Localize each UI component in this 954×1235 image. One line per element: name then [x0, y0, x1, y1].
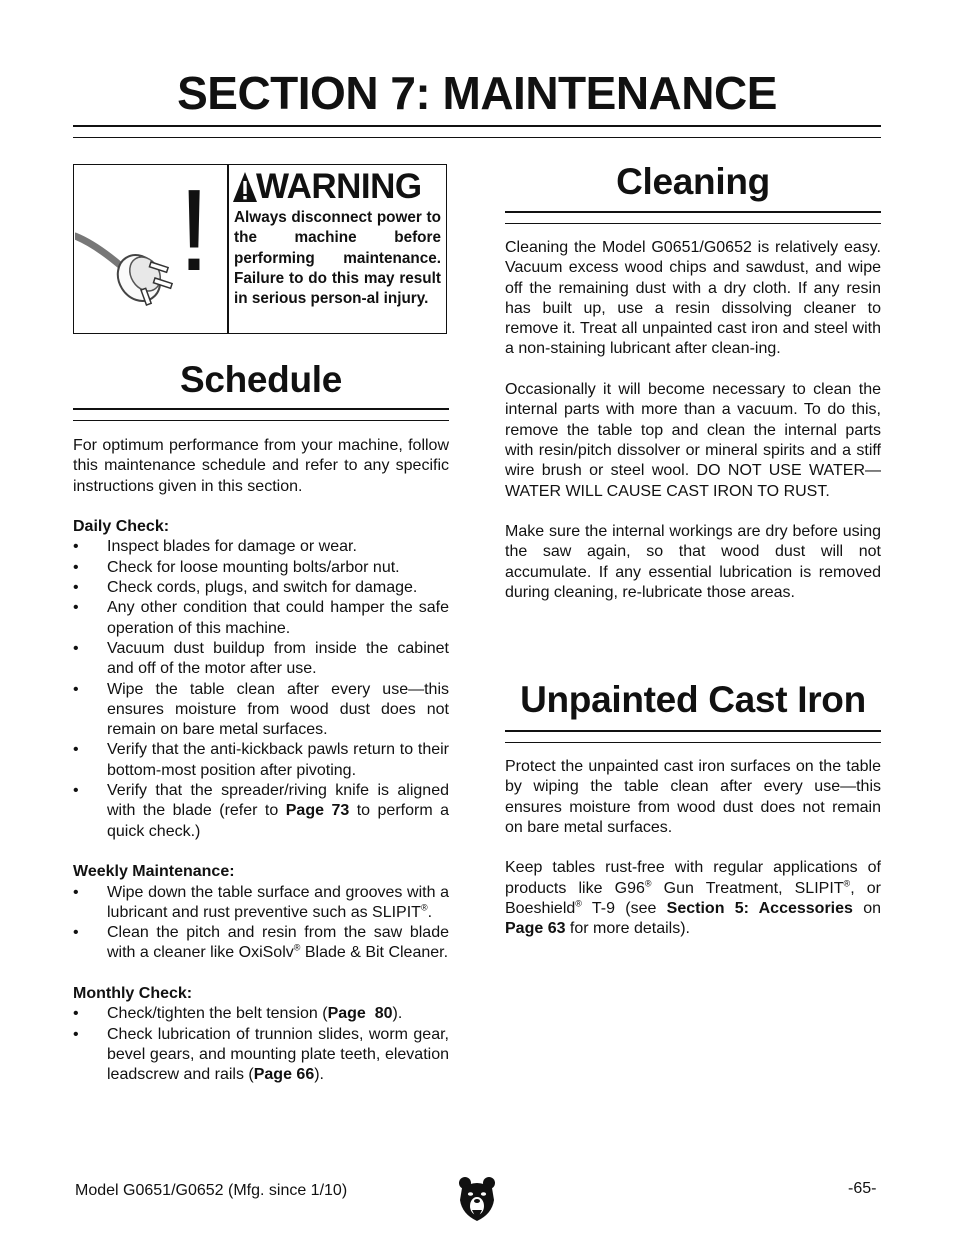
item-text: Wipe down the table surface and grooves with a lubricant and rust preventive such as SLIPIT: [107, 883, 449, 921]
warning-exclamation: !: [178, 165, 211, 295]
daily-check-label: Daily Check:: [73, 518, 170, 536]
weekly-maintenance-label: Weekly Maintenance:: [73, 863, 235, 881]
warning-header: [232, 166, 444, 208]
cleaning-rule-bottom: [505, 223, 881, 224]
cleaning-rule-top: [505, 211, 881, 213]
page-ref: Page 63: [505, 920, 566, 938]
title-rule-top: [73, 125, 881, 127]
warning-box-divider: [227, 165, 229, 333]
item-text: to perform a quick check.): [107, 802, 450, 840]
footer-page-number: -65-: [848, 1180, 877, 1197]
item-text: .: [427, 903, 433, 921]
list-item: • Vacuum dust buildup from inside the cabinet and off of the motor after use.: [73, 639, 449, 680]
cleaning-heading: Cleaning: [616, 161, 770, 202]
paragraph-text: T-9 (see: [581, 900, 667, 918]
schedule-rule-top: [73, 408, 449, 410]
item-text: ).: [392, 1005, 403, 1023]
cleaning-paragraph-2: Occasionally it will become necessary to clean the internal parts with more than a vacuum. To do this, remove the table top and clean the internal parts with resin/pitch dissolver or mineral spirits and a stiff wire brush or steel wool. DO NOT USE WATER—WATER WILL CAUSE CAST IRON TO RUST.: [505, 381, 881, 500]
warning-label: WARNING: [256, 167, 422, 206]
section-ref: Section 5: Accessories: [666, 900, 853, 918]
warning-triangle-icon: [232, 170, 258, 204]
cast-iron-body: [505, 757, 881, 960]
page-ref: Page 73: [285, 802, 350, 820]
list-item: [73, 923, 449, 964]
page-ref: Page 66: [253, 1066, 315, 1084]
registered-mark: ®: [843, 878, 851, 889]
paragraph-text: , or Boeshield: [505, 879, 881, 918]
registered-mark: ®: [293, 943, 301, 954]
paragraph-text: Keep tables rust-free with regular applications of products like G96: [505, 859, 881, 897]
cast-iron-paragraph-2: [505, 858, 881, 939]
monthly-check-list: [73, 1004, 449, 1085]
cast-iron-paragraph-1: Protect the unpainted cast iron surfaces on the table by wiping the table clean after every use—this ensures moisture from wood dust does not remain on bare metal surfaces.: [505, 758, 881, 836]
schedule-body: [73, 436, 449, 1106]
cast-iron-heading: Unpainted Cast Iron: [520, 679, 866, 720]
schedule-intro: For optimum performance from your machine, follow this maintenance schedule and refer to any specific instructions given in this section.: [73, 437, 449, 495]
item-text: Check lubrication of trunnion slides, worm gear, bevel gears, and mounting plate teeth, elevation leadscrew and rails (: [107, 1025, 449, 1084]
plug-icon: [75, 222, 175, 318]
cleaning-paragraph-1: Cleaning the Model G0651/G0652 is relatively easy. Vacuum excess wood chips and sawdust, and wipe off the remaining dust with a dry cloth. If any resin has built up, use a resin dissolving cleaner to remove it. Treat all unpainted cast iron and steel with a non-staining lubricant after clean-ing.: [505, 239, 881, 358]
paragraph-text: for more details).: [565, 920, 690, 938]
list-item: • Check cords, plugs, and switch for damage.: [73, 578, 449, 598]
registered-mark: ®: [575, 898, 582, 909]
item-text: ).: [314, 1066, 324, 1084]
list-item: • Inspect blades for damage or wear.: [73, 537, 449, 557]
list-item: • Verify that the anti-kickback pawls return to their bottom-most position after pivoting.: [73, 740, 449, 781]
footer-model: Model G0651/G0652 (Mfg. since 1/10): [75, 1182, 348, 1199]
section-title: SECTION 7: MAINTENANCE: [177, 67, 777, 119]
title-rule-bottom: [73, 137, 881, 138]
cleaning-paragraph-3: Make sure the internal workings are dry before using the saw again, so that wood dust will not accumulate. If any essential lubrication is removed during cleaning, re-lubricate those areas.: [505, 523, 881, 602]
list-item: [73, 1025, 449, 1086]
daily-check-list: [73, 537, 449, 841]
warning-text: Always disconnect power to the machine before performing maintenance. Failure to do this may result in serious person-al injury.: [234, 209, 441, 308]
page-ref: Page 80: [327, 1005, 393, 1023]
schedule-heading: Schedule: [179, 359, 343, 400]
weekly-maintenance-list: [73, 883, 449, 964]
schedule-rule-bottom: [73, 420, 449, 421]
list-item: [73, 883, 449, 924]
item-text: Check/tighten the belt tension (: [107, 1005, 328, 1023]
cleaning-body: [505, 238, 881, 624]
list-item: • Wipe the table clean after every use—this ensures moisture from wood dust does not remain on bare metal surfaces.: [73, 680, 449, 741]
cast-iron-rule-top: [505, 730, 881, 732]
item-text: Clean the pitch and resin from the saw blade with a cleaner like OxiSolv: [107, 924, 449, 962]
bear-logo-icon: [458, 1176, 496, 1222]
list-item: [73, 781, 449, 842]
list-item: [73, 1004, 449, 1024]
cast-iron-rule-bottom: [505, 742, 881, 743]
paragraph-text: on: [852, 900, 881, 918]
registered-mark: ®: [644, 878, 652, 889]
list-item: • Any other condition that could hamper the safe operation of this machine.: [73, 598, 449, 639]
registered-mark: ®: [420, 902, 428, 913]
paragraph-text: Gun Treatment, SLIPIT: [651, 879, 844, 897]
list-item: • Check for loose mounting bolts/arbor nut.: [73, 558, 449, 578]
monthly-check-label: Monthly Check:: [73, 985, 193, 1003]
item-text: Blade & Bit Cleaner.: [300, 944, 449, 962]
item-text: Verify that the spreader/riving knife is aligned with the blade (refer to: [107, 782, 449, 820]
